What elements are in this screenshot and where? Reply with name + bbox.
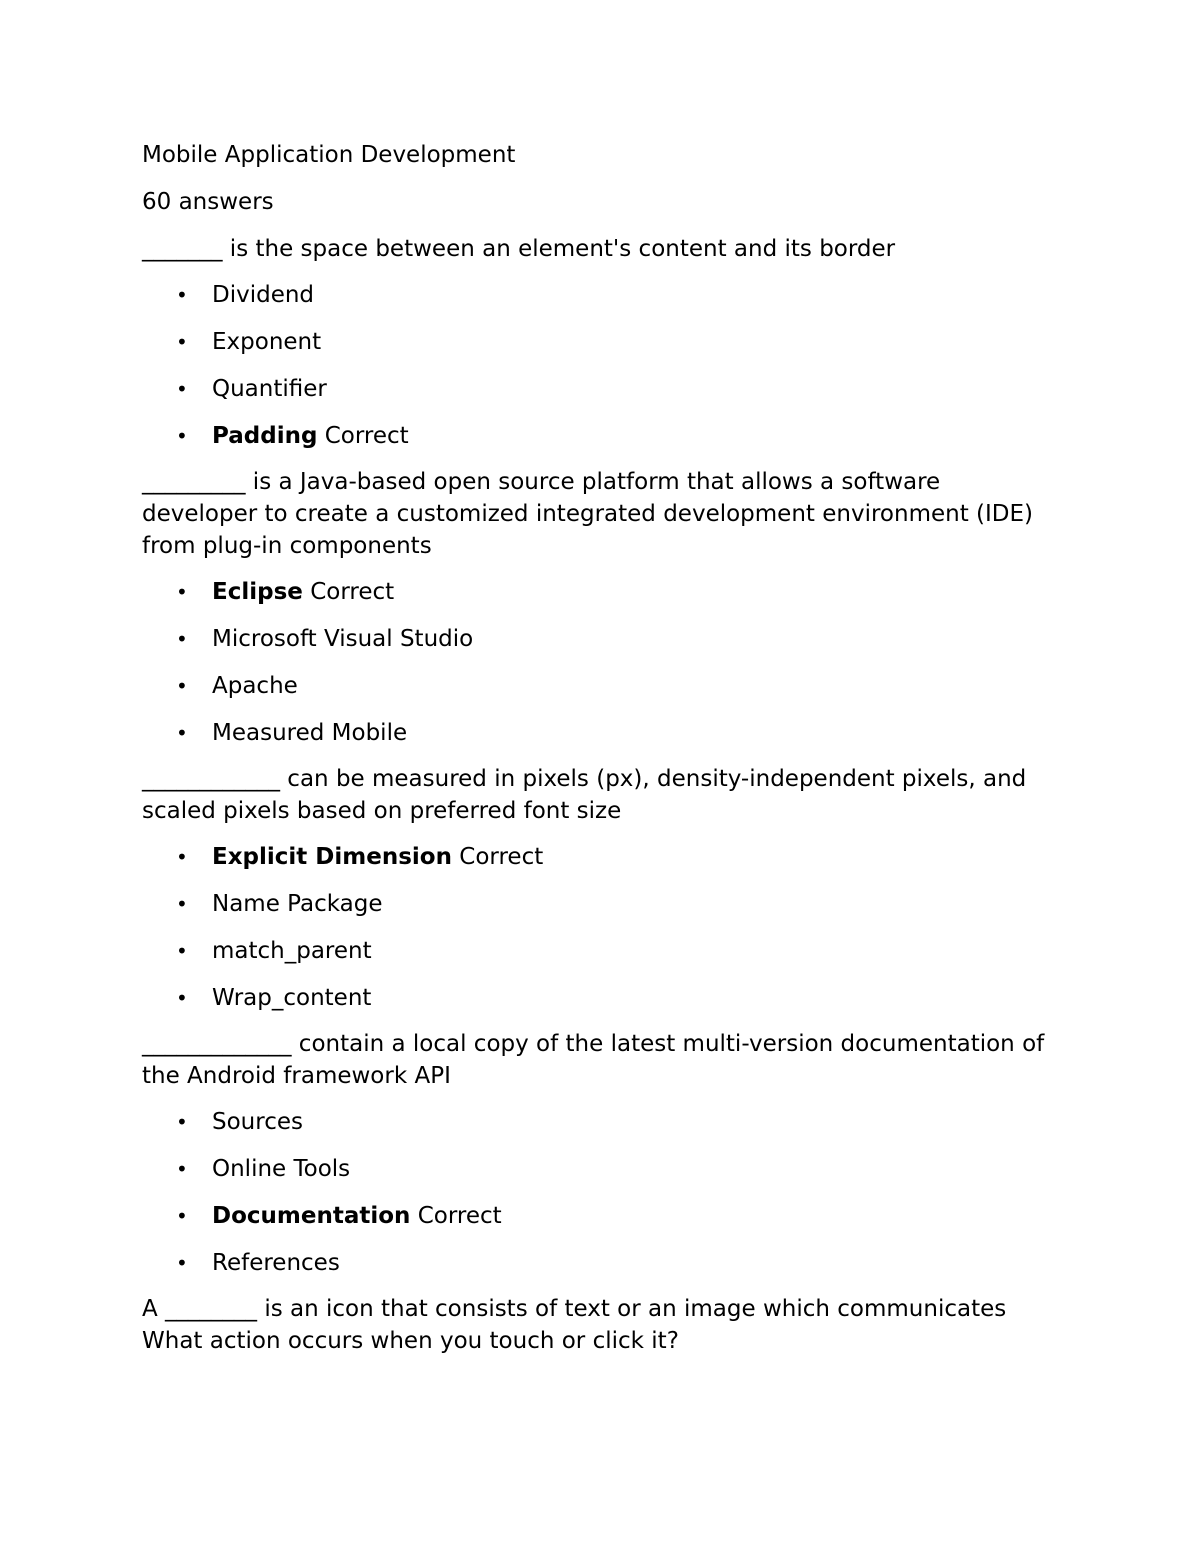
option-list [142, 841, 1062, 1014]
option-item [142, 888, 1062, 920]
option-item [142, 326, 1062, 358]
option-item [142, 717, 1062, 749]
correct-option-text: Documentation [212, 1203, 411, 1229]
option-text: Sources [212, 1109, 303, 1135]
option-text: Dividend [212, 282, 315, 308]
bullet-icon: • [176, 845, 188, 869]
option-item [142, 935, 1062, 967]
bullet-icon: • [176, 1204, 188, 1228]
correct-option-text: Eclipse [212, 579, 303, 605]
option-text: Name Package [212, 891, 383, 917]
document-page [142, 139, 1062, 1371]
question-list [142, 233, 1062, 1357]
option-item [142, 1247, 1062, 1279]
bullet-icon: • [176, 1110, 188, 1134]
option-item [142, 1106, 1062, 1138]
option-item [142, 982, 1062, 1014]
option-item [142, 1153, 1062, 1185]
bullet-icon: • [176, 330, 188, 354]
option-item [142, 279, 1062, 311]
document-title: Mobile Application Development [142, 142, 516, 168]
option-text: Exponent [212, 329, 322, 355]
option-list [142, 576, 1062, 749]
correct-marker: Correct [310, 579, 395, 605]
option-item [142, 841, 1062, 873]
bullet-icon: • [176, 892, 188, 916]
correct-marker: Correct [459, 844, 544, 870]
question-text: ____________ can be measured in pixels (px), density-independent pixels, and scaled pixels based on preferred font size [142, 766, 1027, 824]
option-text: Microsoft Visual Studio [212, 626, 474, 652]
question-text: _________ is a Java-based open source platform that allows a software developer to create a customized integrated development environment (IDE) from plug-in components [142, 469, 1034, 559]
option-list [142, 279, 1062, 452]
bullet-icon: • [176, 580, 188, 604]
correct-marker: Correct [417, 1203, 502, 1229]
option-text: Online Tools [212, 1156, 351, 1182]
correct-option-text: Padding [212, 423, 318, 449]
option-item [142, 670, 1062, 702]
option-item [142, 576, 1062, 608]
bullet-icon: • [176, 627, 188, 651]
bullet-icon: • [176, 1157, 188, 1181]
option-text: Wrap_content [212, 985, 372, 1011]
bullet-icon: • [176, 939, 188, 963]
option-text: References [212, 1250, 340, 1276]
option-item [142, 623, 1062, 655]
bullet-icon: • [176, 721, 188, 745]
bullet-icon: • [176, 1251, 188, 1275]
correct-option-text: Explicit Dimension [212, 844, 452, 870]
option-item [142, 1200, 1062, 1232]
question-text: A ________ is an icon that consists of text or an image which communicates What action occurs when you touch or click it? [142, 1296, 1007, 1354]
option-list [142, 1106, 1062, 1279]
option-text: Quantifier [212, 376, 327, 402]
bullet-icon: • [176, 674, 188, 698]
question-text: _____________ contain a local copy of the latest multi-version documentation of the Android framework API [142, 1031, 1045, 1089]
option-item [142, 420, 1062, 452]
bullet-icon: • [176, 283, 188, 307]
option-item [142, 373, 1062, 405]
bullet-icon: • [176, 424, 188, 448]
question-text: _______ is the space between an element's content and its border [142, 236, 896, 262]
option-text: Measured Mobile [212, 720, 408, 746]
bullet-icon: • [176, 377, 188, 401]
bullet-icon: • [176, 986, 188, 1010]
option-text: match_parent [212, 938, 372, 964]
correct-marker: Correct [324, 423, 409, 449]
option-text: Apache [212, 673, 298, 699]
answer-count: 60 answers [142, 189, 274, 215]
